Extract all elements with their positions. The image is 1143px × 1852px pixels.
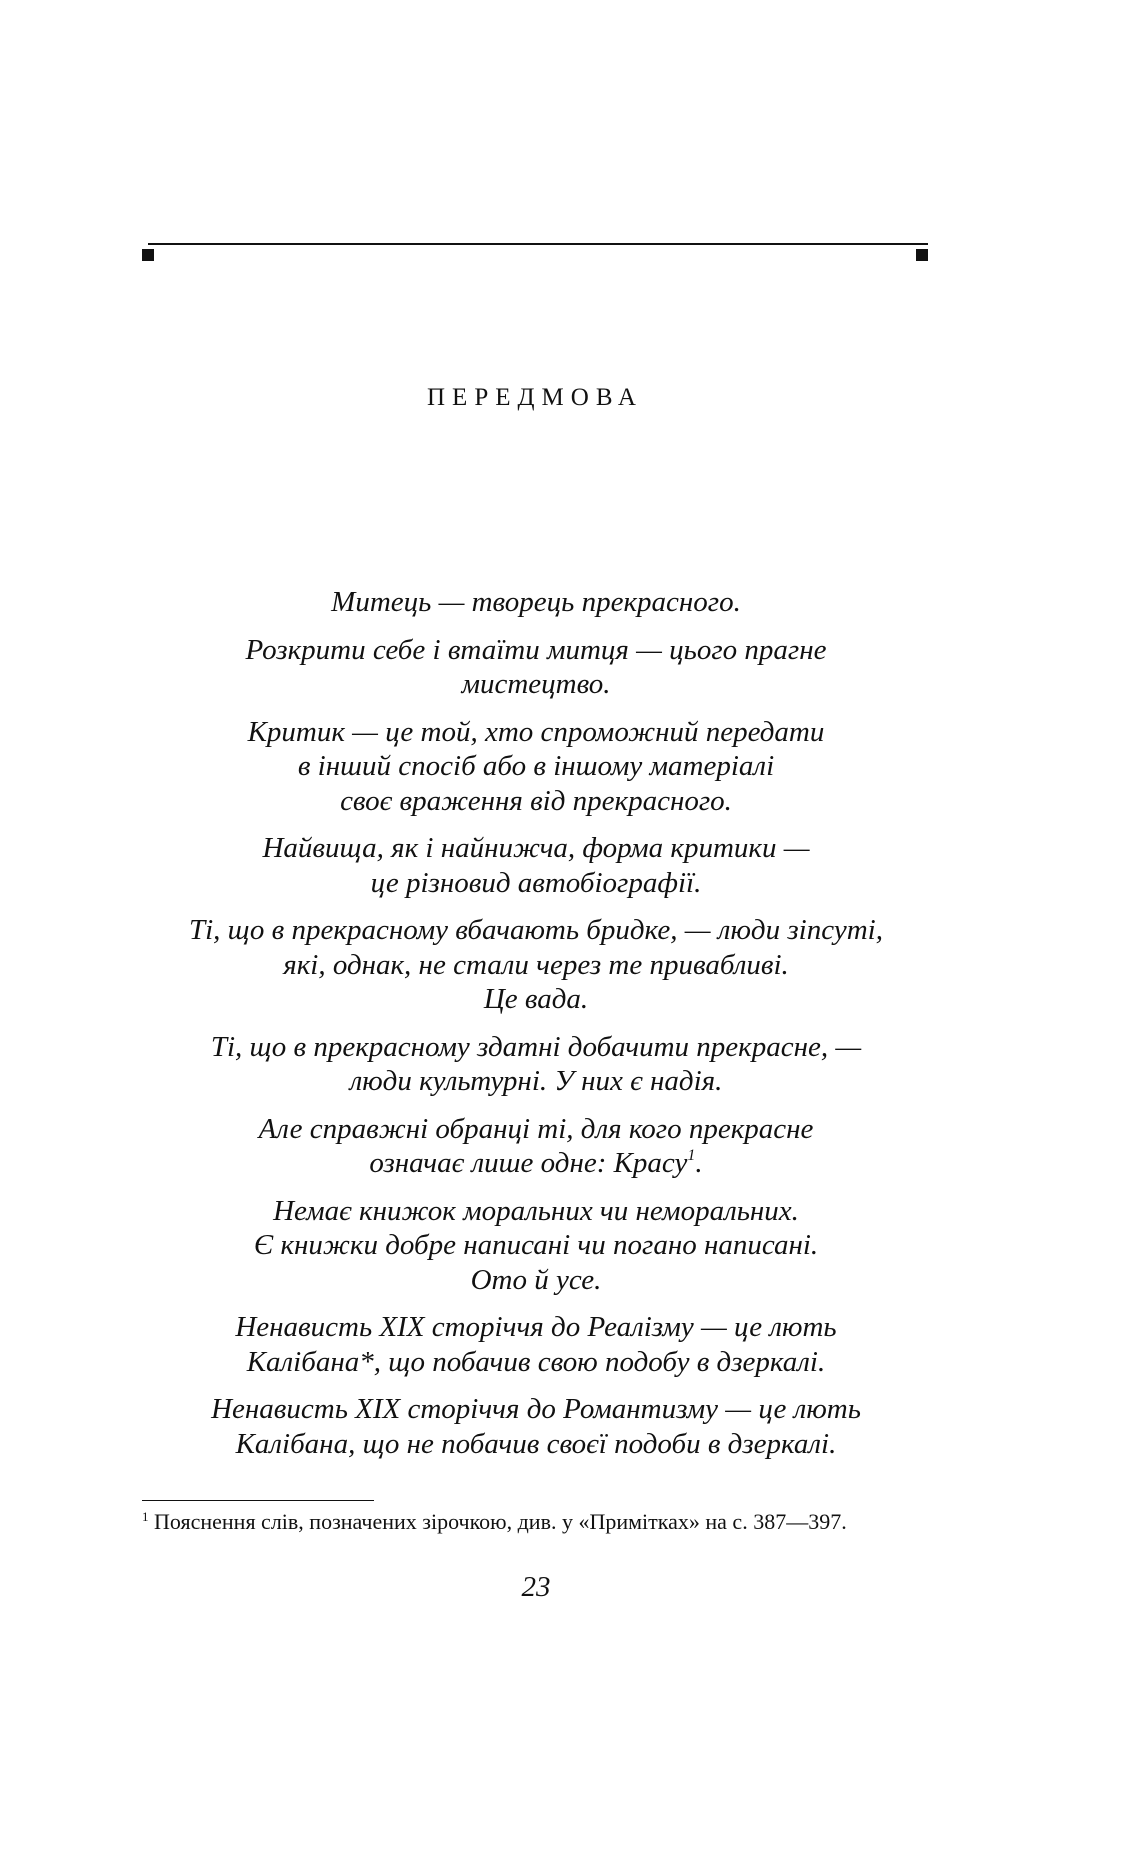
stanza-line: Калібана*, що побачив свою подобу в дзеркалі. [246, 1345, 826, 1378]
section-heading: ПЕРЕДМОВА [427, 384, 643, 411]
stanza-line: Є книжки добре написані чи погано написані. [253, 1229, 819, 1261]
footnote-text: Пояснення слів, позначених зірочкою, див. у «Примітках» на с. 387—397. [148, 1509, 847, 1534]
stanza-line: в інший спосіб або в іншому матеріалі [297, 750, 775, 782]
line-text: означає лише одне: Красу [369, 1147, 688, 1179]
stanza [136, 1194, 936, 1298]
stanza-line: Ненависть XIX сторіччя до Романтизму — це лють [211, 1393, 861, 1425]
stanza-line: мистецтво. [461, 668, 611, 700]
stanza [136, 715, 936, 819]
epigraph-block [136, 585, 936, 1474]
stanza-line: Ото й усе. [470, 1263, 602, 1296]
stanza [136, 913, 936, 1017]
line-end: . [695, 1147, 703, 1179]
stanza [136, 633, 936, 702]
page-number: 23 [521, 1571, 551, 1603]
footnote-rule [142, 1500, 374, 1501]
stanza-line: Але справжні обранці ті, для кого прекрасне [258, 1112, 814, 1145]
stanza-line: Найвища, як і найнижча, форма критики — [262, 832, 810, 864]
stanza [136, 1392, 936, 1461]
stanza-line: які, однак, не стали через те привабливі. [283, 948, 789, 981]
footnote-marker: 1 [142, 1509, 149, 1524]
stanza [136, 1030, 936, 1099]
stanza-line: Ті, що в прекрасному здатні добачити прекрасне, — [210, 1030, 862, 1063]
stanza-line: Митець — творець прекрасного. [331, 586, 741, 618]
stanza [136, 585, 936, 620]
stanza [136, 1112, 936, 1181]
stanza [136, 1310, 936, 1379]
stanza-line-with-footnote [136, 1146, 936, 1181]
footnote-reference: 1 [687, 1147, 696, 1164]
left-square-ornament [142, 249, 154, 261]
stanza-line: Немає книжок моральних чи неморальних. [273, 1194, 799, 1227]
stanza-line: Це вада. [483, 983, 589, 1015]
stanza-line: Розкрити себе і втаїти митця — цього прагне [245, 633, 827, 666]
stanza-line: люди культурні. У них є надія. [349, 1065, 723, 1097]
stanza [136, 831, 936, 900]
stanza-line: Калібана, що не побачив своєї подоби в дзеркалі. [235, 1427, 837, 1460]
stanza-line: Ненависть XIX сторіччя до Реалізму — це лють [235, 1311, 837, 1343]
stanza-line: це різновид автобіографії. [370, 866, 702, 899]
stanza-line: своє враження від прекрасного. [340, 784, 732, 817]
footnote [142, 1508, 928, 1535]
right-square-ornament [916, 249, 928, 261]
stanza-line: Ті, що в прекрасному вбачають бридке, — люди зіпсуті, [188, 914, 883, 946]
top-rule [148, 243, 928, 245]
stanza-line: Критик — це той, хто спроможний передати [247, 715, 825, 748]
